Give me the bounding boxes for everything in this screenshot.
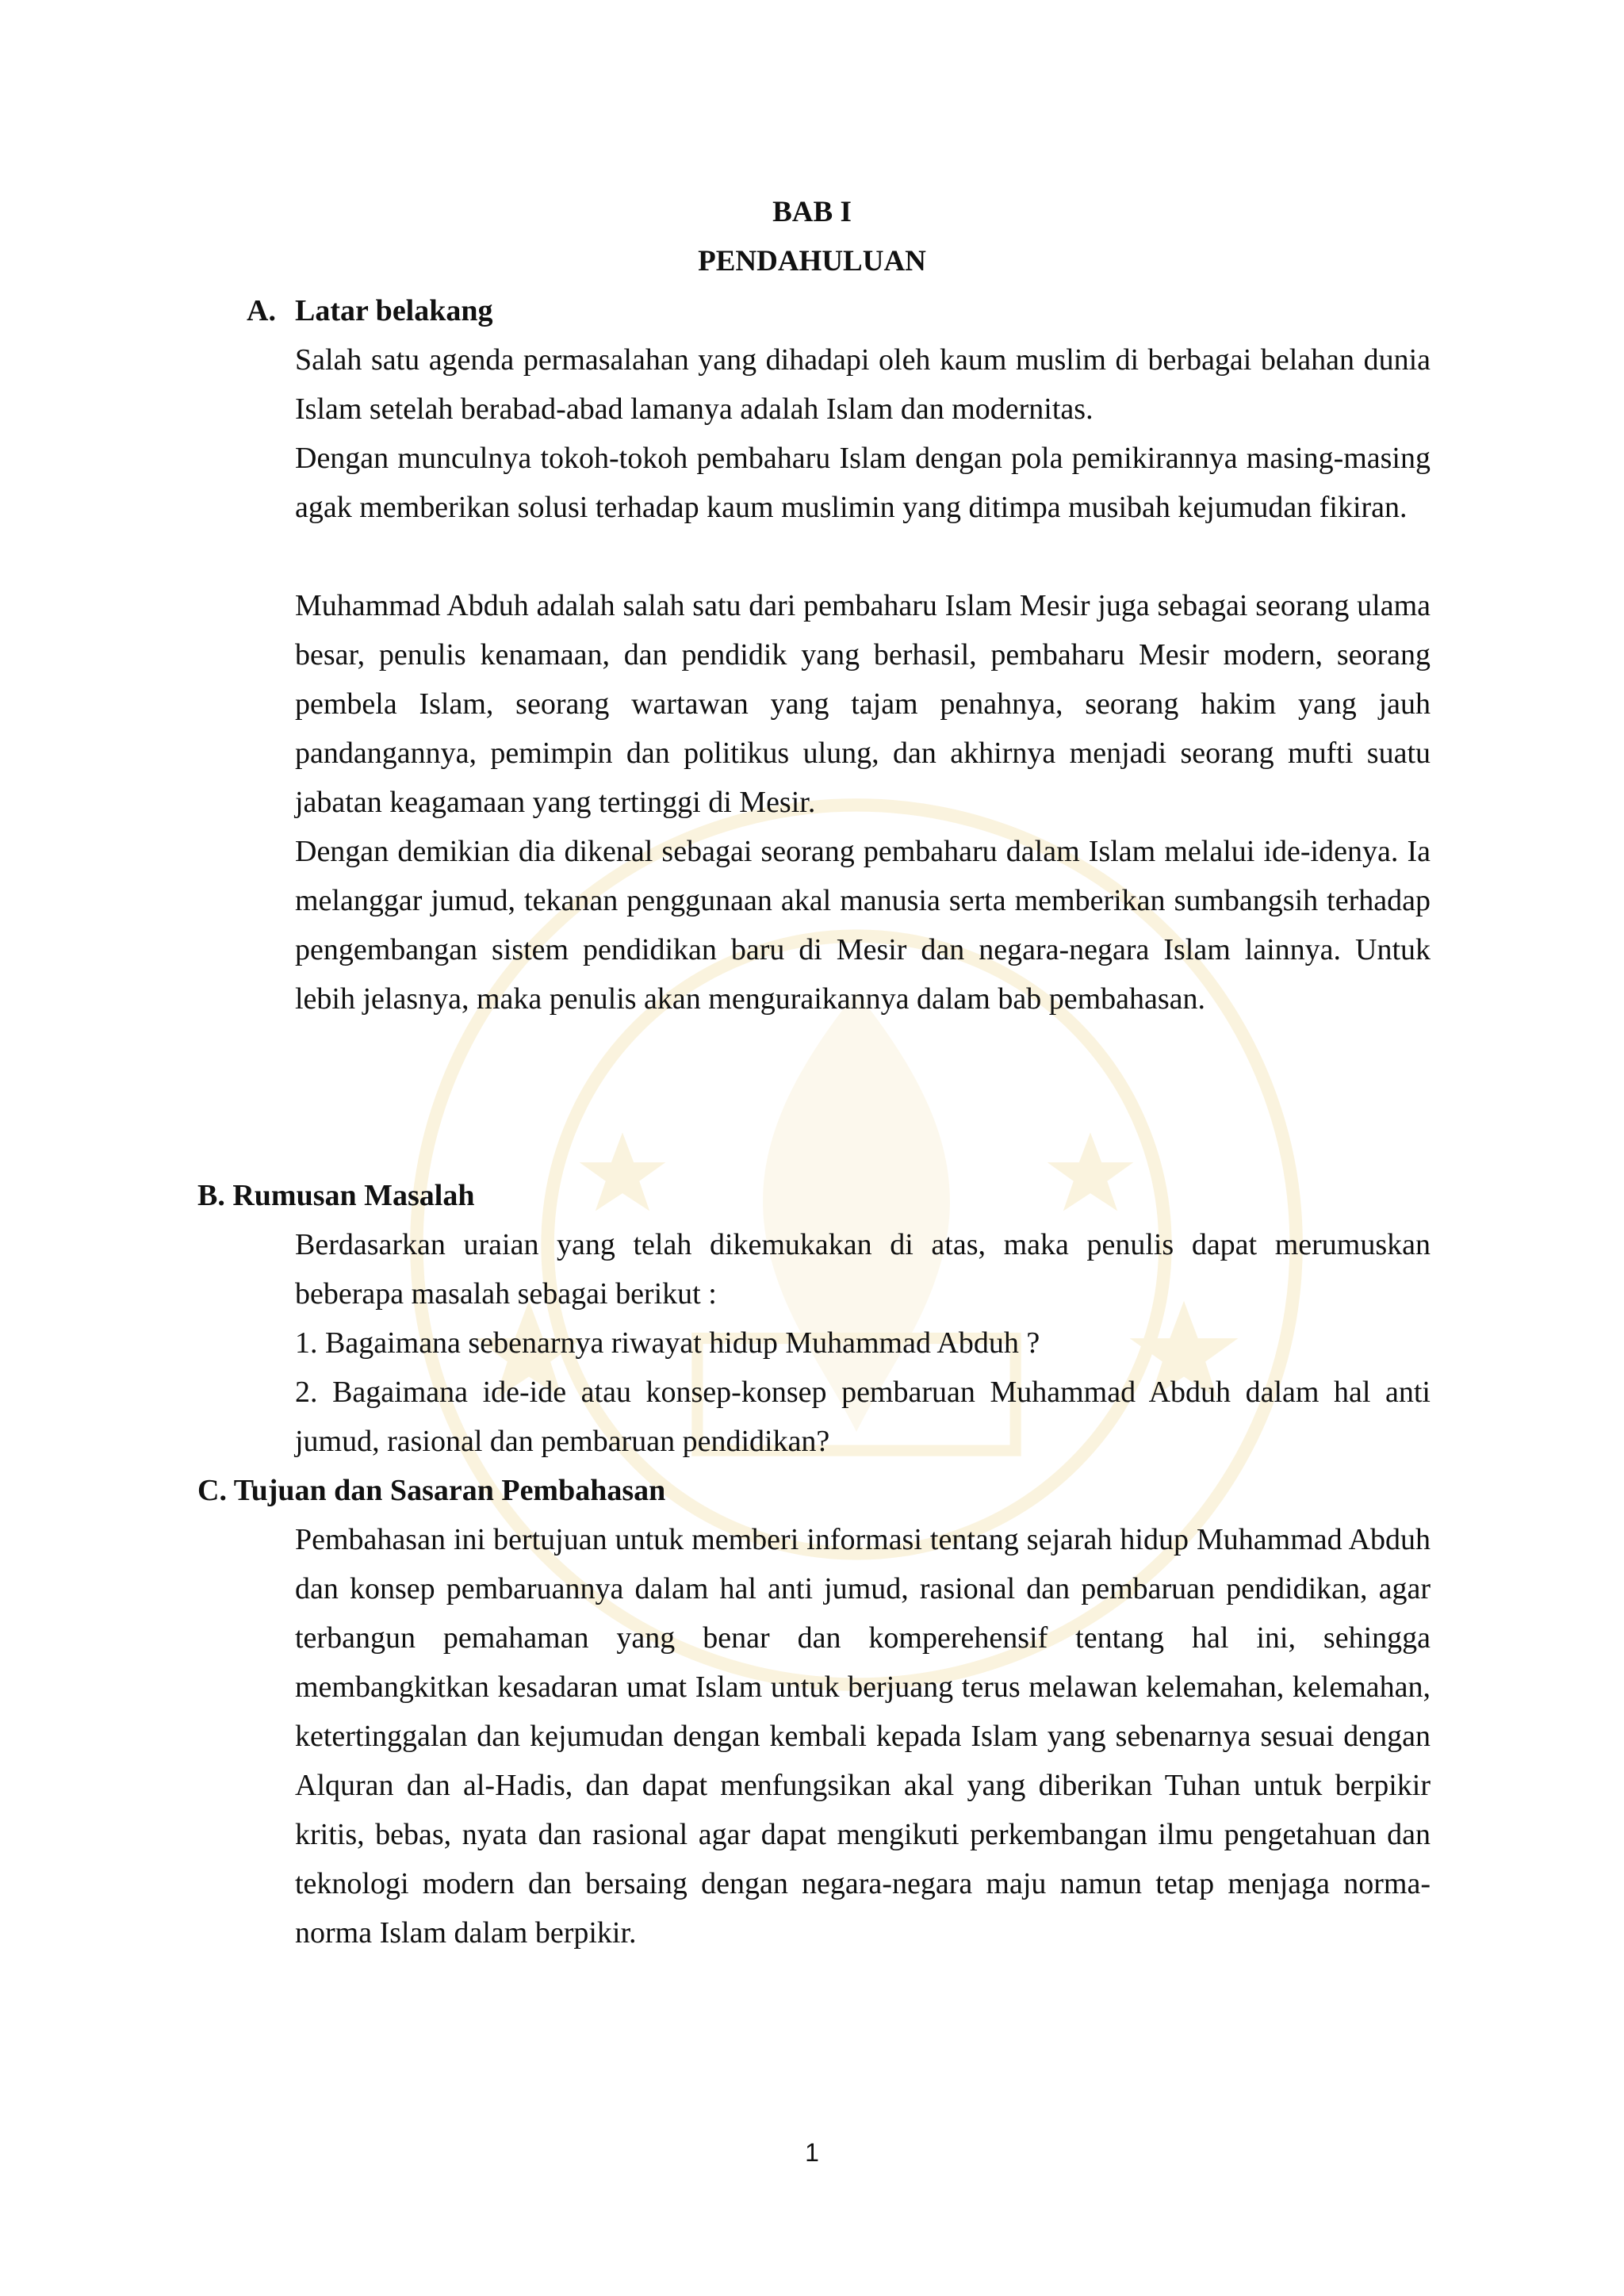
section-a-marker: A. <box>247 294 276 327</box>
section-c-heading: C. Tujuan dan Sasaran Pembahasan <box>197 1474 666 1507</box>
chapter-number: BAB I <box>772 196 852 228</box>
section-b-intro: Berdasarkan uraian yang telah dikemukakan di atas, maka penulis dapat merumuskan beberapa masalah sebagai berikut : <box>295 1228 1431 1311</box>
section-a-paragraph-3: Muhammad Abduh adalah salah satu dari pembaharu Islam Mesir juga sebagai seorang ulama besar, penulis kenamaan, dan pendidik yang berhasil, pembaharu Mesir modern, seorang pembela Islam, seorang wartawan yang tajam penahnya, seorang hakim yang jauh pandangannya, pemimpin dan politikus ulung, dan akhirnya menjadi seorang mufti suatu jabatan keagamaan yang tertinggi di Mesir. <box>295 589 1431 819</box>
section-a-paragraph-2: Dengan munculnya tokoh-tokoh pembaharu Islam dengan pola pemikirannya masing-masing agak memberikan solusi terhadap kaum muslimin yang ditimpa musibah kejumudan fikiran. <box>295 442 1431 524</box>
section-b-heading: B. Rumusan Masalah <box>197 1179 475 1212</box>
section-a-heading <box>247 286 493 335</box>
section-a-paragraph-1: Salah satu agenda permasalahan yang dihadapi oleh kaum muslim di berbagai belahan dunia Islam setelah berabad-abad lamanya adalah Islam dan modernitas. <box>295 343 1431 426</box>
section-a-paragraph-4: Dengan demikian dia dikenal sebagai seorang pembaharu dalam Islam melalui ide-idenya. Ia melanggar jumud, tekanan penggunaan akal manusia serta memberikan sumbangsih terhadap pengembangan sistem pendidikan baru di Mesir dan negara-negara Islam lainnya. Untuk lebih jelasnya, maka penulis akan menguraikannya dalam bab pembahasan. <box>295 835 1431 1016</box>
section-c-paragraph: Pembahasan ini bertujuan untuk memberi informasi tentang sejarah hidup Muhammad Abduh dan konsep pembaruannya dalam hal anti jumud, rasional dan pembaruan pendidikan, agar terbangun pemahaman yang benar dan komperehensif tentang hal ini, sehingga membangkitkan kesadaran umat Islam untuk berjuang terus melawan kelemahan, kelemahan, ketertinggalan dan kejumudan dengan kembali kepada Islam yang sebenarnya sesuai dengan Alquran dan al-Hadis, dan dapat menfungsikan akal yang diberikan Tuhan untuk berpikir kritis, bebas, nyata dan rasional agar dapat mengikuti perkembangan ilmu pengetahuan dan teknologi modern dan bersaing dengan negara-negara maju namun tetap menjaga norma-norma Islam dalam berpikir. <box>295 1523 1431 1950</box>
section-b-item-2: 2. Bagaimana ide-ide atau konsep-konsep pembaruan Muhammad Abduh dalam hal anti jumud, rasional dan pembaruan pendidikan? <box>295 1376 1431 1458</box>
section-a-title: Latar belakang <box>295 294 493 327</box>
chapter-title: PENDAHULUAN <box>698 245 926 277</box>
page-number: 1 <box>805 2138 819 2167</box>
section-b-item-1: 1. Bagaimana sebenarnya riwayat hidup Muhammad Abduh ? <box>295 1326 1040 1360</box>
